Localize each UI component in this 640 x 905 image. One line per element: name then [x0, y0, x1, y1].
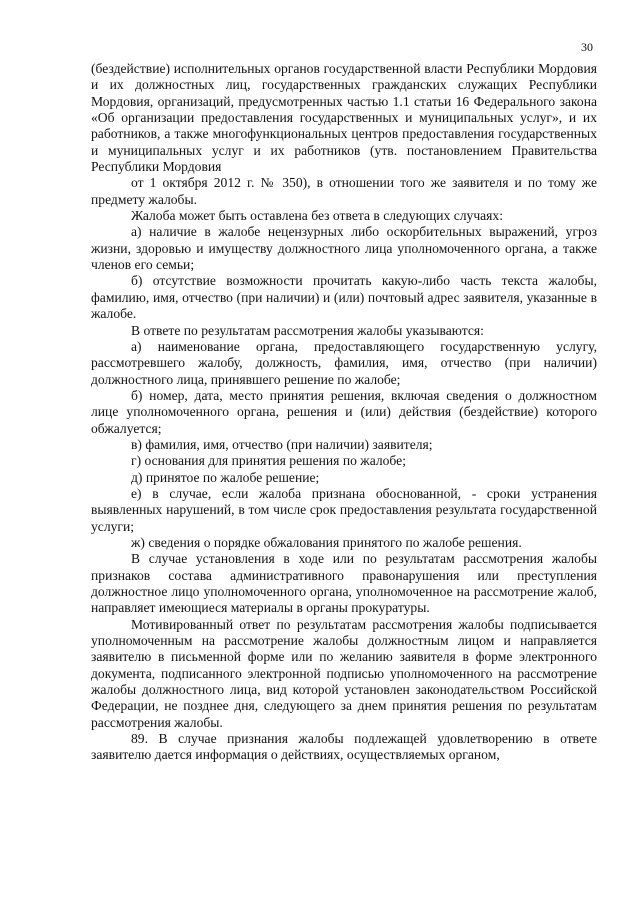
paragraph: В ответе по результатам рассмотрения жалобы указываются: — [131, 322, 484, 338]
paragraph: е) в случае, если жалоба признана обоснованной, - сроки устранения выявленных нарушений, в том числе срок предоставления результата государственной услуги; — [91, 485, 597, 534]
paragraph: б) номер, дата, место принятия решения, включая сведения о должностном лице уполномоченного органа, решения и (или) действия (бездействие) которого обжалуется; — [91, 387, 597, 436]
paragraph: б) отсутствие возможности прочитать какую-либо часть текста жалобы, фамилию, имя, отчество (при наличии) и (или) почтовый адрес заявителя, указанные в жалобе. — [91, 273, 597, 322]
paragraph: а) наименование органа, предоставляющего государственную услугу, рассмотревшего жалобу, должность, фамилия, имя, отчество (при наличии) должностного лица, принявшего решение по жалобе; — [91, 338, 597, 387]
paragraph: а) наличие в жалобе нецензурных либо оскорбительных выражений, угроз жизни, здоровью и имуществу должностного лица уполномоченного органа, а также членов его семьи; — [91, 224, 597, 273]
paragraph: Жалоба может быть оставлена без ответа в следующих случаях: — [131, 208, 504, 224]
paragraph: от 1 октября 2012 г. № 350), в отношении того же заявителя и по тому же предмету жалобы. — [91, 175, 597, 207]
paragraph: 89. В случае признания жалобы подлежащей удовлетворению в ответе заявителю дается информация о действиях, осуществляемых органом, — [91, 731, 597, 763]
paragraph: Мотивированный ответ по результатам рассмотрения жалобы подписывается уполномоченным на рассмотрение жалобы должностным лицом и направляется заявителю в письменной форме или по желанию заявителя в форме электронного документа, подписанного электронной подписью уполномоченного на рассмотрение жалобы должностного лица, вид которой установлен законодательством Российской Федерации, не позднее дня, следующего за днем принятия решения по результатам рассмотрения жалобы. — [91, 616, 597, 730]
body-text — [91, 61, 597, 764]
paragraph: в) фамилия, имя, отчество (при наличии) заявителя; — [131, 436, 433, 452]
paragraph: В случае установления в ходе или по результатам рассмотрения жалобы признаков состава административного правонарушения или преступления должностное лицо уполномоченного органа, уполномоченное на рассмотрение жалоб, направляет имеющиеся материалы в органы прокуратуры. — [91, 551, 597, 616]
paragraph: д) принятое по жалобе решение; — [131, 469, 320, 485]
paragraph: (бездействие) исполнительных органов государственной власти Республики Мордовия и их должностных лиц, государственных гражданских служащих Республики Мордовия, организаций, предусмотренных частью 1.1 статьи 16 Федерального закона «Об организации предоставления государственных и муниципальных услуг», и их работников, а также многофункциональных центров предоставления государственных и муниципальных услуг и их работников (утв. постановлением Правительства Республики Мордовия — [91, 61, 597, 175]
page-number: 30 — [581, 40, 593, 54]
paragraph: г) основания для принятия решения по жалобе; — [131, 453, 406, 469]
paragraph: ж) сведения о порядке обжалования принятого по жалобе решения. — [131, 534, 522, 550]
